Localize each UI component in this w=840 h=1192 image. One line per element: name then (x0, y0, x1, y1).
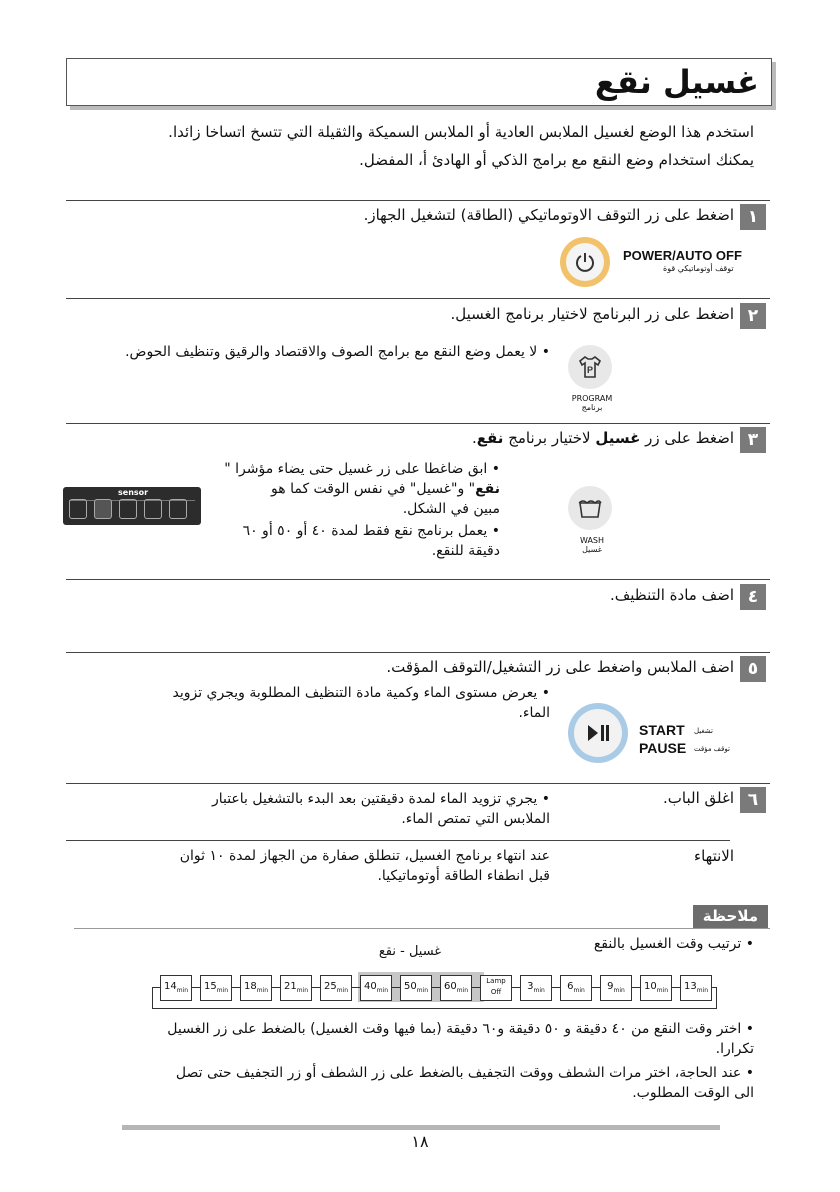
timeline-value: Lamp Off (486, 977, 506, 996)
bullet-line: • اختر وقت النقع من ٤٠ دقيقة و ٥٠ دقيقة و٦٠ دقيقة (بما فيها وقت الغسيل) بالضغط على زر الغسيل (167, 1021, 754, 1037)
timeline-value: 14 (163, 981, 177, 992)
intro-line-2: يمكنك استخدام وضع النقع مع برامج الذكي أو الهادئ أ، المفضل. (359, 151, 754, 169)
step-2-text: اضغط على زر البرنامج لاختيار برنامج الغسيل. (450, 305, 734, 323)
timeline-unit: min (256, 987, 269, 994)
sensor-label: sensor (118, 488, 149, 497)
timeline-step (600, 975, 632, 1001)
timeline-step (480, 975, 512, 1001)
intro-line-1: استخدم هذا الوضع لغسيل الملابس العادية أو الملابس السميكة والثقيلة التي تتسخ اتساخا زائدا. (168, 123, 754, 141)
timeline-step (320, 975, 352, 1001)
timeline-bracket (716, 987, 717, 1009)
sensor-panel (63, 487, 201, 525)
divider (66, 783, 770, 784)
end-text (70, 846, 550, 886)
bullet-line: تكرارا. (715, 1041, 754, 1057)
page-number: ١٨ (411, 1132, 429, 1151)
timeline-bracket (152, 1008, 717, 1009)
timeline-value: 15 (203, 981, 217, 992)
divider (66, 423, 770, 424)
timeline-value: 3 (527, 981, 534, 992)
footer-bar (122, 1125, 720, 1130)
step-3-bullet-1 (200, 459, 500, 519)
start-pause-button[interactable] (568, 703, 628, 763)
wash-sublabel: غسيل (582, 545, 602, 554)
end-line: قبل انطفاء الطاقة أوتوماتيكيا. (377, 868, 550, 884)
step-3-bullet-2 (200, 521, 500, 561)
step-1-text: اضغط على زر التوقف الاوتوماتيكي (الطاقة) لتشغيل الجهاز. (363, 206, 734, 224)
note-bullet-1: • ترتيب وقت الغسيل بالنقع (593, 936, 754, 952)
timeline-step (520, 975, 552, 1001)
timeline-value: 50 (403, 981, 417, 992)
step-3-text (134, 429, 734, 447)
step-3-text-b: لاختيار برنامج (508, 429, 591, 447)
page-title: غسيل نقع (594, 63, 759, 101)
shirt-icon (577, 354, 603, 380)
power-button-sublabel: توقف أوتوماتيكي قوة (663, 264, 734, 273)
end-line: عند انتهاء برنامج الغسيل، تنطلق صفارة من الجهاز لمدة ١٠ ثوان (179, 848, 550, 864)
timeline-value: 18 (243, 981, 257, 992)
start-sublabel: تشغيل (694, 727, 713, 735)
timeline-unit: min (216, 987, 229, 994)
timeline-unit: min (573, 987, 585, 994)
note-bullet-3 (64, 1063, 754, 1103)
timeline-value: 21 (283, 981, 297, 992)
divider (66, 840, 730, 841)
timeline-step (160, 975, 192, 1001)
timeline-step (360, 975, 392, 1001)
step-3-text-c: . (471, 429, 477, 447)
bullet-line: الماء. (518, 705, 550, 721)
timeline-value: 13 (683, 981, 697, 992)
step-3-wash-word: غسيل (595, 429, 641, 447)
bullet-line: الى الوقت المطلوب. (632, 1085, 754, 1101)
timeline-unit: min (456, 987, 469, 994)
program-label: PROGRAM (571, 394, 613, 403)
title-box (66, 58, 772, 106)
divider (66, 200, 770, 201)
step-number: ١ (740, 204, 766, 230)
bullet-line: مبين في الشكل. (402, 501, 500, 517)
power-icon (574, 251, 596, 273)
step-3-text-a: اضغط على زر (645, 429, 734, 447)
program-button[interactable] (568, 345, 612, 389)
svg-text:P: P (586, 365, 594, 375)
timeline-bracket (152, 987, 153, 1009)
power-button-label: POWER/AUTO OFF (623, 248, 742, 263)
pause-label: PAUSE (639, 740, 687, 756)
timeline-step (680, 975, 712, 1001)
pause-sublabel: توقف مؤقت (694, 745, 730, 753)
step-6-text: اغلق الباب. (663, 789, 734, 807)
wash-button[interactable] (568, 486, 612, 530)
timeline-value: 40 (363, 981, 377, 992)
timeline-unit: min (656, 987, 669, 994)
timeline-value: 10 (643, 981, 657, 992)
timeline-unit: min (613, 987, 625, 994)
sensor-box (169, 499, 187, 519)
timeline-unit: min (336, 987, 349, 994)
bullet-line: • عند الحاجة، اختر مرات الشطف ووقت التجفيف بالضغط على زر الشطف أو زر التجفيف حتى تصل (175, 1065, 754, 1081)
timeline-step (640, 975, 672, 1001)
sensor-box (94, 499, 112, 519)
wash-icon (577, 497, 603, 519)
bullet-line: • ابق ضاغطا على زر غسيل حتى يضاء مؤشرا " (224, 461, 500, 477)
timeline-step (280, 975, 312, 1001)
bullet-line: دقيقة للنقع. (431, 543, 500, 559)
step-5-text: اضف الملابس واضغط على زر التشغيل/التوقف المؤقت. (386, 658, 734, 676)
timeline-step (400, 975, 432, 1001)
timeline (150, 975, 720, 1009)
step-number: ٢ (740, 303, 766, 329)
timeline-unit: min (296, 987, 309, 994)
bullet-line: • يجري تزويد الماء لمدة دقيقتين بعد البدء بالتشغيل باعتبار (211, 791, 550, 807)
bullet-line-rest: " و"غسيل" في نفس الوقت كما هو (271, 481, 476, 497)
timeline-step (240, 975, 272, 1001)
bullet-line: • يعرض مستوى الماء وكمية مادة التنظيف المطلوبة ويجري تزويد (172, 685, 550, 701)
divider (66, 298, 770, 299)
divider (66, 652, 770, 653)
start-label: START (639, 722, 685, 738)
timeline-value: 25 (323, 981, 337, 992)
end-label: الانتهاء (694, 847, 734, 865)
step-6-bullet (70, 789, 550, 829)
sensor-box (144, 499, 162, 519)
timeline-unit: min (696, 987, 709, 994)
note-bullet-2 (64, 1019, 754, 1059)
timeline-unit: min (533, 987, 545, 994)
bullet-line: • يعمل برنامج نقع فقط لمدة ٤٠ أو ٥٠ أو ٦٠ (242, 523, 500, 539)
timeline-unit: min (376, 987, 389, 994)
bullet-line: الملابس التي تمتص الماء. (401, 811, 550, 827)
timeline-step (200, 975, 232, 1001)
step-number: ٦ (740, 787, 766, 813)
step-number: ٥ (740, 656, 766, 682)
timeline-unit: min (176, 987, 189, 994)
step-5-bullet (70, 683, 550, 723)
divider (66, 579, 770, 580)
timeline-label: غسيل - نقع (378, 944, 442, 959)
sensor-box (119, 499, 137, 519)
timeline-value: 6 (567, 981, 574, 992)
play-pause-icon (586, 724, 610, 742)
bullet-line (200, 479, 500, 499)
note-divider (74, 928, 770, 929)
soak-word: نقع (475, 481, 500, 497)
power-button[interactable] (560, 237, 610, 287)
timeline-unit: min (416, 987, 429, 994)
timeline-step (560, 975, 592, 1001)
step-3-soak-word: نقع (476, 429, 504, 447)
program-sublabel: برنامج (581, 403, 603, 412)
note-tab: ملاحظة (693, 905, 768, 928)
timeline-step (440, 975, 472, 1001)
sensor-box (69, 499, 87, 519)
step-2-bullet: • لا يعمل وضع النقع مع برامج الصوف والاقتصاد والرقيق وتنظيف الحوض. (125, 344, 550, 360)
step-number: ٤ (740, 584, 766, 610)
step-number: ٣ (740, 427, 766, 453)
timeline-value: 60 (443, 981, 457, 992)
timeline-value: 9 (607, 981, 614, 992)
step-4-text: اضف مادة التنظيف. (609, 586, 734, 604)
wash-label: WASH (579, 536, 605, 545)
